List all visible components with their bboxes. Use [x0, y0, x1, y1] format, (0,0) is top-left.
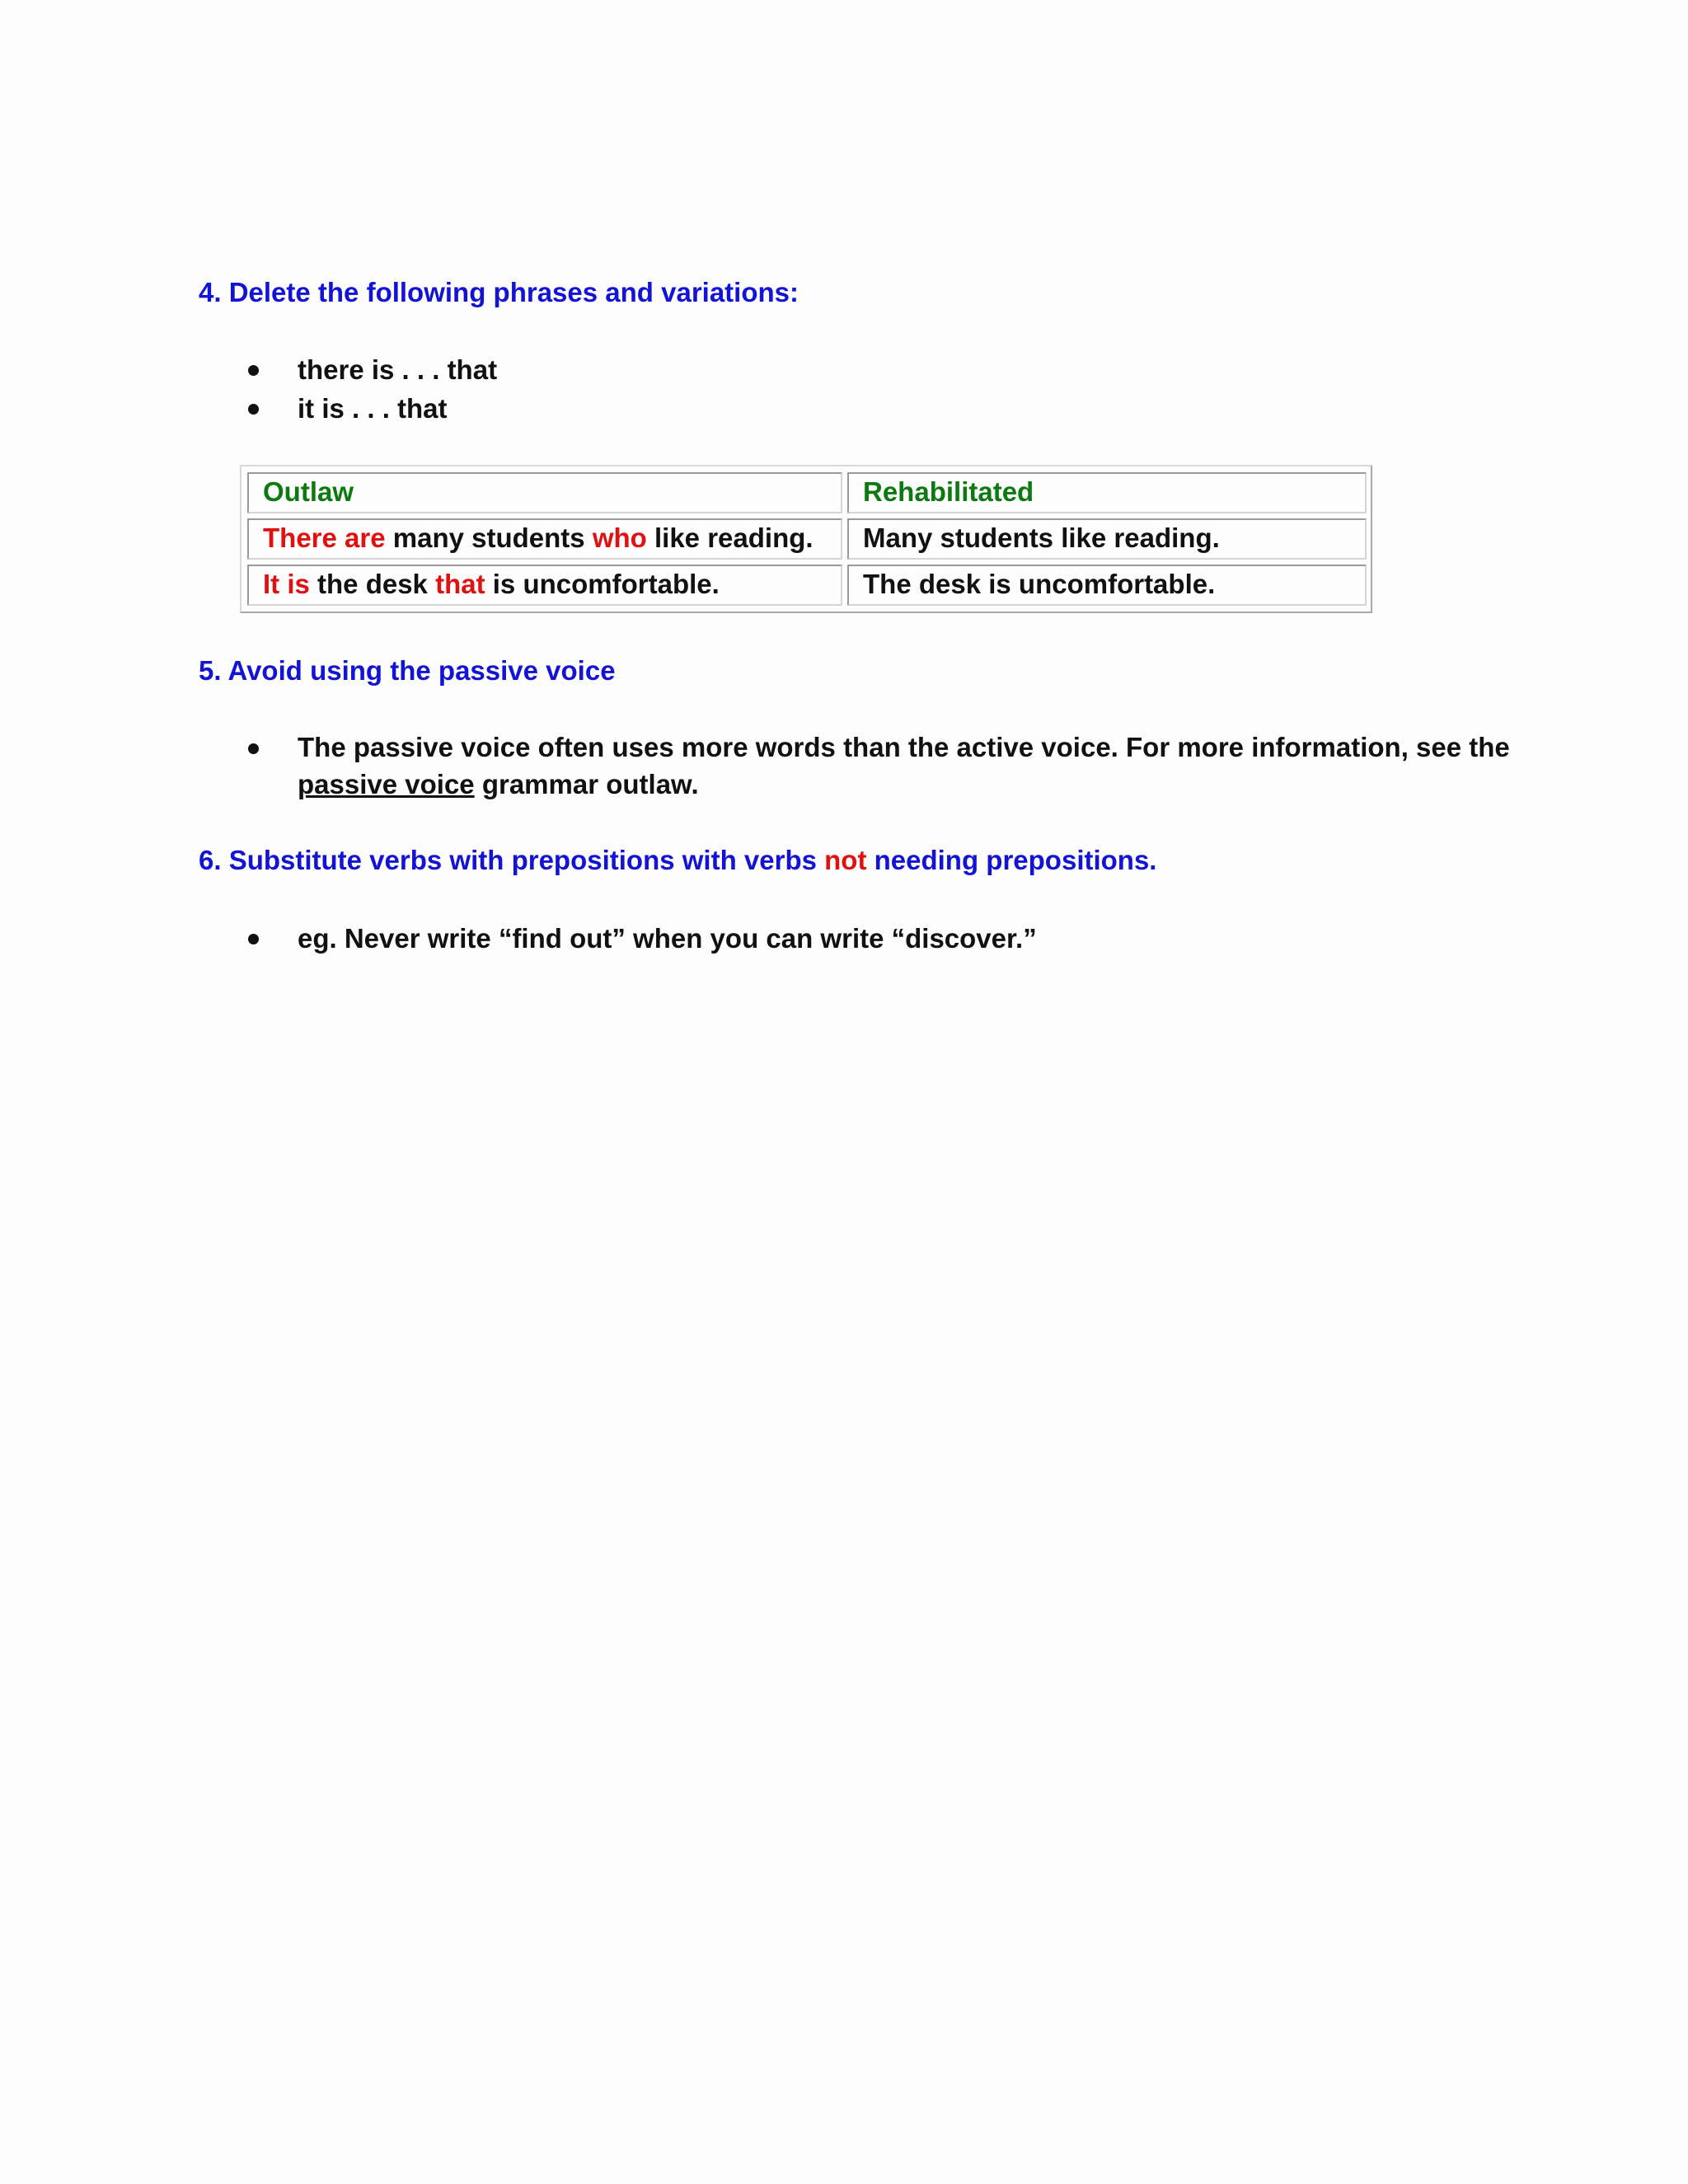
highlighted-phrase: who	[592, 523, 647, 553]
highlighted-phrase: that	[435, 569, 485, 599]
outlaw-rehabilitated-table	[240, 465, 1372, 613]
table-cell-rehabilitated-1: Many students like reading.	[847, 518, 1367, 560]
plain-phrase: the desk	[309, 569, 436, 599]
table-cell-outlaw-2	[247, 565, 842, 606]
bullet-text-line-2: grammar outlaw.	[474, 769, 699, 799]
bullet-text-line-1: The passive voice often uses more words than the active voice. For more information, see the	[298, 732, 1510, 762]
section-4-heading: 4. Delete the following phrases and variations:	[199, 277, 799, 307]
bullet-icon	[248, 365, 259, 376]
section-4-bullet-list	[247, 350, 497, 428]
table-header-outlaw: Outlaw	[247, 472, 842, 513]
heading-text: needing prepositions.	[866, 845, 1157, 875]
heading-text: 6. Substitute verbs with prepositions with verbs	[199, 845, 825, 875]
bullet-icon	[248, 404, 259, 415]
section-6-bullet-list	[247, 919, 1037, 958]
list-item	[247, 389, 497, 428]
bullet-text: eg. Never write “find out” when you can write “discover.”	[298, 923, 1037, 954]
section-6-heading	[199, 842, 1156, 879]
list-item	[247, 729, 1510, 803]
section-5-heading: 5. Avoid using the passive voice	[199, 655, 616, 686]
bullet-icon	[248, 934, 259, 944]
table-cell-rehabilitated-2: The desk is uncomfortable.	[847, 565, 1367, 606]
bullet-text: there is . . . that	[298, 354, 498, 385]
plain-phrase: many students	[385, 523, 593, 553]
highlighted-word: not	[824, 845, 867, 875]
bullet-icon	[248, 743, 259, 754]
table-cell-outlaw-1	[247, 518, 842, 560]
highlighted-phrase: There are	[263, 523, 386, 553]
list-item	[247, 919, 1037, 958]
passive-voice-link[interactable]: passive voice	[298, 769, 475, 799]
highlighted-phrase: It is	[263, 569, 310, 599]
table-header-rehabilitated: Rehabilitated	[847, 472, 1367, 513]
section-5-bullet-list	[247, 729, 1510, 803]
bullet-text: it is . . . that	[298, 393, 448, 424]
plain-phrase: like reading.	[646, 523, 814, 553]
plain-phrase: is uncomfortable.	[485, 569, 720, 599]
list-item	[247, 350, 497, 389]
